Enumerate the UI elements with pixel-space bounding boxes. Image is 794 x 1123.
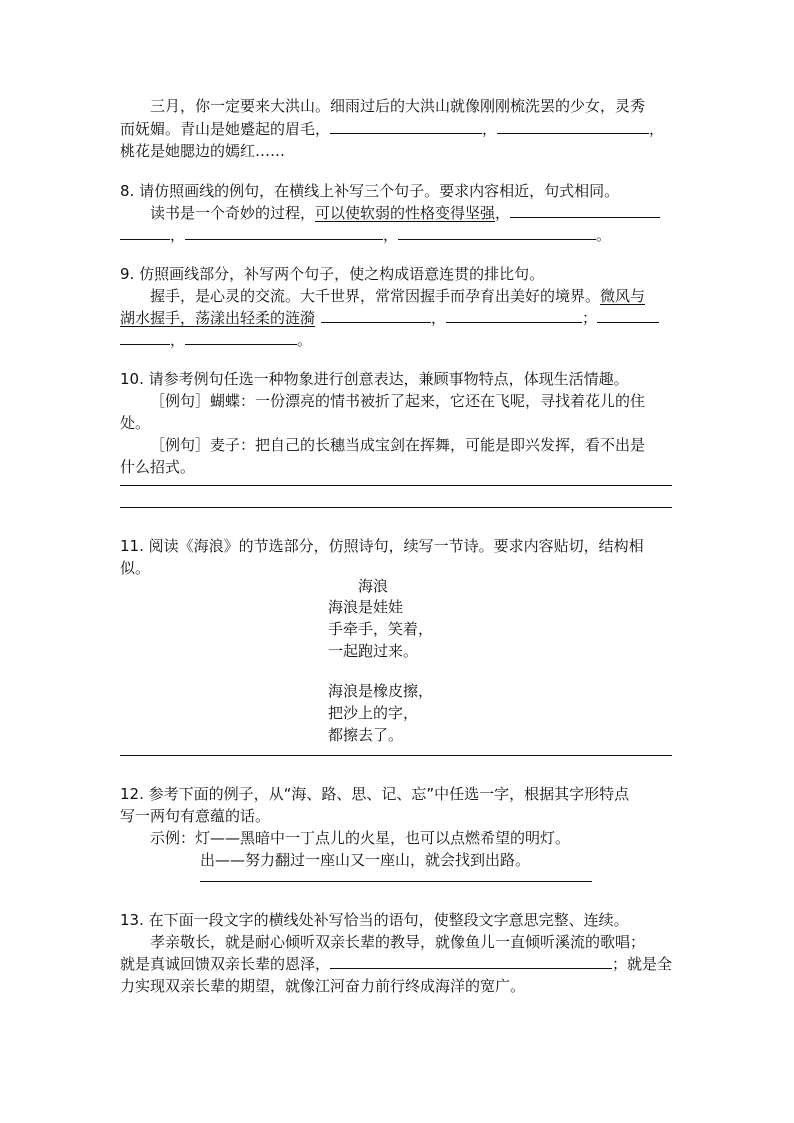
q10-example-1b: 处。: [120, 414, 151, 432]
q7-line-2: 而妩媚。青山是她蹙起的眉毛， ， ，: [120, 120, 665, 138]
poem-stanza-2-line-3: 都擦去了。: [328, 726, 404, 744]
q9-underlined-end: 湖水握手，荡漾出轻柔的涟漪: [120, 309, 316, 327]
poem-title: 海浪: [358, 577, 389, 595]
q13-prompt: 13. 在下面一段文字的横线处补写恰当的语句，使整段文字意思完整、连续。: [120, 911, 629, 929]
q9-blank-3b[interactable]: [120, 329, 170, 345]
q13-line-3: 力实现双亲长辈的期望，就像江河奋力前行终成海洋的宽广。: [120, 977, 526, 995]
q7-blank-1[interactable]: [330, 118, 482, 134]
q9-blank-4[interactable]: [185, 329, 297, 345]
q13-blank[interactable]: [330, 953, 612, 969]
poem-stanza-1-line-2: 手牵手，笑着，: [328, 620, 434, 638]
q13-line-2: 就是真诚回馈双亲长辈的恩泽， ；就是全: [120, 955, 673, 973]
q8-blank-1a[interactable]: [510, 202, 660, 218]
q9-blank-3a[interactable]: [597, 307, 659, 323]
q11-prompt-a: 11. 阅读《海浪》的节选部分，仿照诗句，续写一节诗。要求内容贴切，结构相: [120, 537, 644, 555]
poem-stanza-1-line-3: 一起跑过来。: [328, 642, 419, 660]
poem-stanza-1-line-1: 海浪是娃娃: [328, 598, 404, 616]
q9-passage-line-1: 握手，是心灵的交流。大千世界，常常因握手而孕育出美好的境界。微风与: [150, 287, 646, 305]
q9-answer-line: ， 。: [120, 329, 676, 351]
q10-answer-line-1[interactable]: [120, 485, 672, 486]
q9-passage-line-2: 湖水握手，荡漾出轻柔的涟漪 ， ；: [120, 307, 676, 329]
q12-example-1: 示例：灯——黑暗中一丁点儿的火星，也可以点燃希望的明灯。: [150, 829, 571, 847]
q8-underlined-example: 可以使软弱的性格变得坚强: [315, 204, 496, 222]
q8-answer-line: ， ， 。: [120, 224, 676, 246]
q12-answer-line[interactable]: [200, 881, 592, 882]
q13-line-1: 孝亲敬长，就是耐心倾听双亲长辈的教导，就像鱼儿一直倾听溪流的歌唱；: [150, 933, 646, 951]
poem-stanza-2-line-1: 海浪是橡皮擦，: [328, 682, 434, 700]
q8-blank-1b[interactable]: [120, 224, 170, 240]
q7-line-1: 三月，你一定要来大洪山。细雨过后的大洪山就像刚刚梳洗罢的少女，灵秀: [150, 97, 646, 115]
q9-prompt: 9. 仿照画线部分，补写两个句子，使之构成语意连贯的排比句。: [120, 265, 545, 283]
q9-blank-2[interactable]: [446, 307, 582, 323]
poem-stanza-2-line-2: 把沙上的字，: [328, 704, 419, 722]
q7-line-3: 桃花是她腮边的嫣红……: [120, 142, 286, 160]
q10-answer-line-2[interactable]: [120, 507, 672, 508]
q8-blank-3[interactable]: [398, 224, 596, 240]
q12-prompt-a: 12. 参考下面的例子，从“海、路、思、记、忘”中任选一字，根据其字形特点: [120, 785, 630, 803]
q10-example-2b: 什么招式。: [120, 458, 196, 476]
q10-prompt: 10. 请参考例句任选一种物象进行创意表达，兼顾事物特点，体现生活情趣。: [120, 370, 629, 388]
q8-example-line: 读书是一个奇妙的过程，可以使软弱的性格变得坚强，: [120, 202, 676, 224]
q7-blank-2[interactable]: [497, 118, 649, 134]
q8-blank-2[interactable]: [185, 224, 383, 240]
q10-example-1a: ［例句］蝴蝶：一份漂亮的情书被折了起来，它还在飞呢，寻找着花儿的住: [150, 392, 646, 410]
q8-prompt: 8. 请仿照画线的例句，在横线上补写三个句子。要求内容相近，句式相同。: [120, 182, 620, 200]
q11-answer-line[interactable]: [120, 755, 672, 756]
q9-underlined-start: 微风与: [600, 287, 646, 305]
q12-example-2: 出——努力翻过一座山又一座山，就会找到出路。: [200, 851, 531, 869]
q11-prompt-b: 似。: [120, 559, 151, 577]
q12-prompt-b: 写一两句有意蕴的话。: [120, 807, 271, 825]
q9-blank-1[interactable]: [321, 307, 431, 323]
q10-example-2a: ［例句］麦子：把自己的长穗当成宝剑在挥舞，可能是即兴发挥，看不出是: [150, 436, 646, 454]
